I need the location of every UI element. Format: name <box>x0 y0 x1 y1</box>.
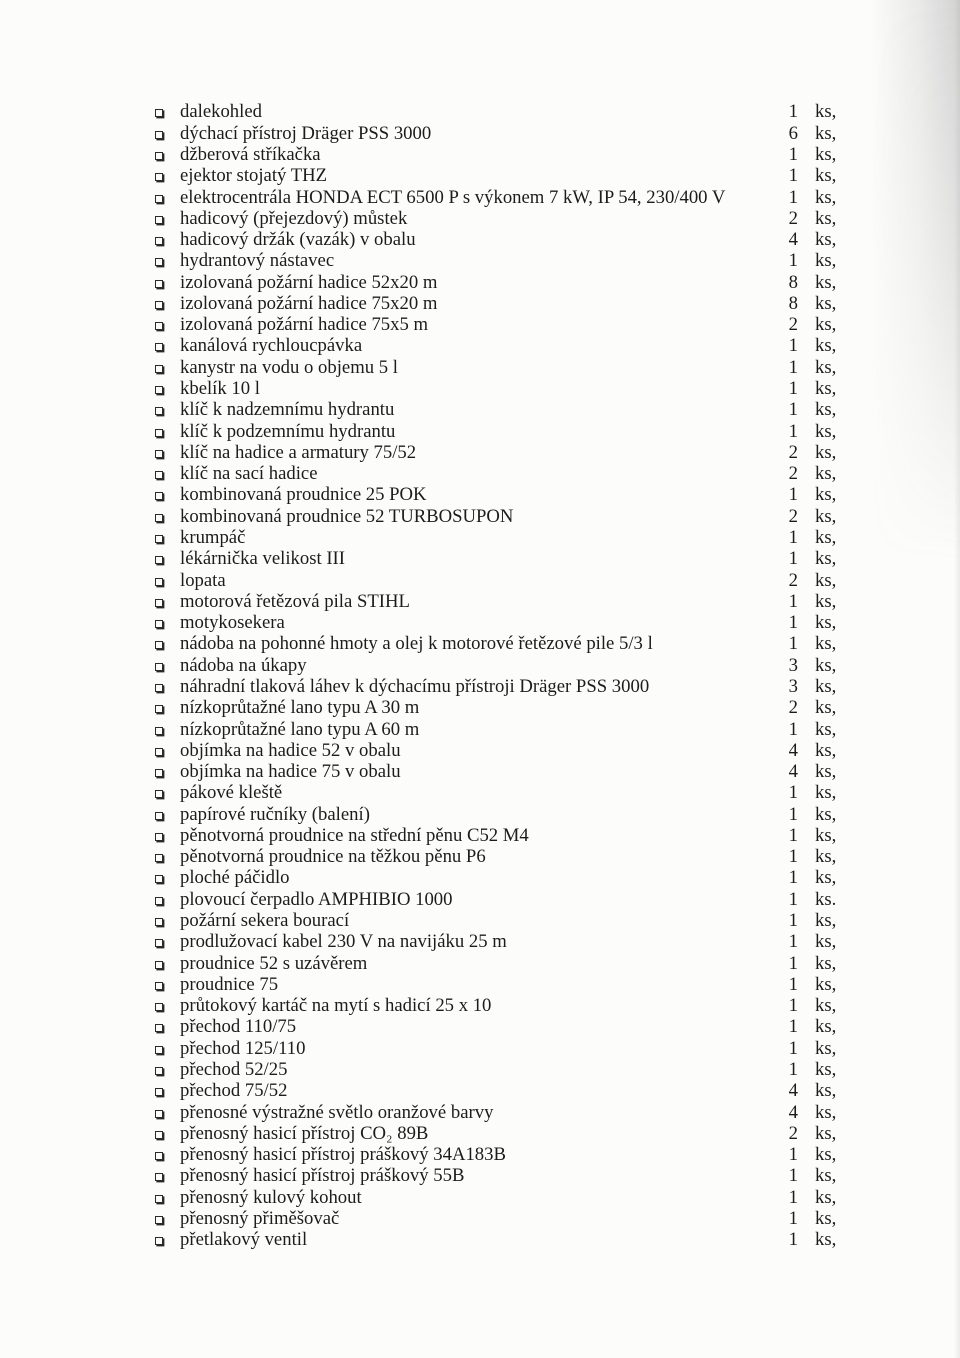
item-unit: ks, <box>815 356 837 378</box>
item-quantity: 2 <box>788 463 798 485</box>
item-name: izolovaná požární hadice 75x5 m <box>180 314 429 336</box>
item-name: přenosný hasicí přístroj CO₂ 89B <box>180 1122 429 1144</box>
list-item <box>0 208 960 229</box>
item-name: přechod 125/110 <box>180 1037 306 1059</box>
list-item <box>0 1080 960 1101</box>
list-item <box>0 995 960 1016</box>
item-unit: ks, <box>815 548 837 570</box>
item-name: klíč k nadzemnímu hydrantu <box>180 399 395 421</box>
item-name: náhradní tlaková láhev k dýchacímu přístroji Dräger PSS 3000 <box>180 675 650 697</box>
item-quantity: 3 <box>788 675 798 697</box>
list-item <box>0 761 960 782</box>
item-unit: ks, <box>815 1122 837 1144</box>
checkbox-bullet-icon <box>155 854 163 862</box>
item-name: přetlakový ventil <box>180 1229 308 1251</box>
item-name: nízkoprůtažné lano typu A 30 m <box>180 697 420 719</box>
list-item <box>0 378 960 399</box>
list-item <box>0 633 960 654</box>
checkbox-bullet-icon <box>155 663 163 671</box>
item-quantity: 1 <box>788 1058 798 1080</box>
item-unit: ks, <box>815 484 837 506</box>
item-unit: ks, <box>815 739 837 761</box>
item-quantity: 2 <box>788 207 798 229</box>
checkbox-bullet-icon <box>155 1067 163 1075</box>
item-quantity: 1 <box>788 101 798 123</box>
checkbox-bullet-icon <box>155 1237 163 1245</box>
checkbox-bullet-icon <box>155 982 163 990</box>
item-name: elektrocentrála HONDA ECT 6500 P s výkonem 7 kW, IP 54, 230/400 V <box>180 186 726 208</box>
item-unit: ks, <box>815 420 837 442</box>
list-item <box>0 165 960 186</box>
item-name: hydrantový nástavec <box>180 250 335 272</box>
list-item <box>0 697 960 718</box>
item-unit: ks, <box>815 250 837 272</box>
list-item <box>0 527 960 548</box>
item-unit: ks, <box>815 1080 837 1102</box>
item-unit: ks, <box>815 271 837 293</box>
item-unit: ks, <box>815 846 837 868</box>
equipment-list <box>0 101 960 1261</box>
item-unit: ks, <box>815 207 837 229</box>
checkbox-bullet-icon <box>155 556 163 564</box>
item-name: přechod 75/52 <box>180 1080 288 1102</box>
item-name: pěnotvorná proudnice na střední pěnu C52 M4 <box>180 824 529 846</box>
item-name: průtokový kartáč na mytí s hadicí 25 x 10 <box>180 995 492 1017</box>
checkbox-bullet-icon <box>155 705 163 713</box>
item-unit: ks, <box>815 995 837 1017</box>
item-name: kbelík 10 l <box>180 378 260 400</box>
list-item <box>0 442 960 463</box>
item-quantity: 1 <box>788 1186 798 1208</box>
list-item <box>0 867 960 888</box>
item-unit: ks, <box>815 867 837 889</box>
checkbox-bullet-icon <box>155 918 163 926</box>
item-unit: ks, <box>815 1037 837 1059</box>
item-unit: ks, <box>815 1165 837 1187</box>
item-quantity: 2 <box>788 1122 798 1144</box>
item-unit: ks, <box>815 505 837 527</box>
list-item <box>0 272 960 293</box>
list-item <box>0 974 960 995</box>
checkbox-bullet-icon <box>155 173 163 181</box>
item-name: přenosné výstražné světlo oranžové barvy <box>180 1101 494 1123</box>
list-item <box>0 335 960 356</box>
item-quantity: 1 <box>788 143 798 165</box>
list-item <box>0 293 960 314</box>
item-quantity: 1 <box>788 548 798 570</box>
checkbox-bullet-icon <box>155 152 163 160</box>
list-item <box>0 782 960 803</box>
list-item <box>0 953 960 974</box>
item-quantity: 2 <box>788 441 798 463</box>
checkbox-bullet-icon <box>155 578 163 586</box>
item-unit: ks, <box>815 122 837 144</box>
item-quantity: 1 <box>788 484 798 506</box>
item-quantity: 1 <box>788 590 798 612</box>
item-quantity: 4 <box>788 229 798 251</box>
checkbox-bullet-icon <box>155 301 163 309</box>
list-item <box>0 250 960 271</box>
list-item <box>0 1187 960 1208</box>
checkbox-bullet-icon <box>155 492 163 500</box>
item-quantity: 1 <box>788 846 798 868</box>
item-name: přenosný hasicí přístroj práškový 55B <box>180 1165 465 1187</box>
item-name: ejektor stojatý THZ <box>180 165 328 187</box>
item-name: nízkoprůtažné lano typu A 60 m <box>180 718 420 740</box>
checkbox-bullet-icon <box>155 1152 163 1160</box>
item-unit: ks, <box>815 675 837 697</box>
item-name: prodlužovací kabel 230 V na navijáku 25 m <box>180 931 507 953</box>
item-unit: ks, <box>815 782 837 804</box>
list-item <box>0 676 960 697</box>
item-unit: ks, <box>815 1101 837 1123</box>
item-quantity: 1 <box>788 186 798 208</box>
checkbox-bullet-icon <box>155 684 163 692</box>
item-quantity: 1 <box>788 1229 798 1251</box>
list-item <box>0 1165 960 1186</box>
list-item <box>0 804 960 825</box>
checkbox-bullet-icon <box>155 790 163 798</box>
list-item <box>0 357 960 378</box>
item-quantity: 8 <box>788 292 798 314</box>
item-name: izolovaná požární hadice 75x20 m <box>180 292 438 314</box>
item-quantity: 1 <box>788 952 798 974</box>
checkbox-bullet-icon <box>155 407 163 415</box>
item-name: pěnotvorná proudnice na těžkou pěnu P6 <box>180 846 486 868</box>
list-item <box>0 101 960 122</box>
item-unit: ks, <box>815 718 837 740</box>
item-name: přechod 110/75 <box>180 1016 297 1038</box>
item-unit: ks, <box>815 633 837 655</box>
item-quantity: 1 <box>788 1144 798 1166</box>
item-name: plovoucí čerpadlo AMPHIBIO 1000 <box>180 888 453 910</box>
list-item <box>0 484 960 505</box>
item-unit: ks, <box>815 1186 837 1208</box>
item-unit: ks, <box>815 590 837 612</box>
item-name: klíč na sací hadice <box>180 463 318 485</box>
item-unit: ks, <box>815 526 837 548</box>
list-item <box>0 1123 960 1144</box>
item-name: motorová řetězová pila STIHL <box>180 590 410 612</box>
checkbox-bullet-icon <box>155 727 163 735</box>
list-item <box>0 314 960 335</box>
checkbox-bullet-icon <box>155 1003 163 1011</box>
item-unit: ks, <box>815 952 837 974</box>
item-name: izolovaná požární hadice 52x20 m <box>180 271 438 293</box>
item-unit: ks, <box>815 441 837 463</box>
item-quantity: 1 <box>788 612 798 634</box>
item-name: klíč na hadice a armatury 75/52 <box>180 441 417 463</box>
item-quantity: 1 <box>788 1207 798 1229</box>
checkbox-bullet-icon <box>155 258 163 266</box>
item-unit: ks, <box>815 186 837 208</box>
item-name: dýchací přístroj Dräger PSS 3000 <box>180 122 432 144</box>
list-item <box>0 463 960 484</box>
list-item <box>0 825 960 846</box>
checkbox-bullet-icon <box>155 514 163 522</box>
item-unit: ks, <box>815 1144 837 1166</box>
item-quantity: 2 <box>788 314 798 336</box>
item-quantity: 1 <box>788 867 798 889</box>
list-item <box>0 570 960 591</box>
item-name: přechod 52/25 <box>180 1058 288 1080</box>
list-item <box>0 1144 960 1165</box>
list-item <box>0 591 960 612</box>
checkbox-bullet-icon <box>155 1216 163 1224</box>
item-unit: ks, <box>815 973 837 995</box>
checkbox-bullet-icon <box>155 322 163 330</box>
item-unit: ks, <box>815 292 837 314</box>
item-quantity: 1 <box>788 782 798 804</box>
item-quantity: 1 <box>788 335 798 357</box>
list-item <box>0 421 960 442</box>
item-unit: ks, <box>815 1229 837 1251</box>
checkbox-bullet-icon <box>155 812 163 820</box>
item-name: nádoba na pohonné hmoty a olej k motorové řetězové pile 5/3 l <box>180 633 653 655</box>
item-name: kombinovaná proudnice 52 TURBOSUPON <box>180 505 514 527</box>
item-unit: ks, <box>815 931 837 953</box>
item-name: dalekohled <box>180 101 262 123</box>
checkbox-bullet-icon <box>155 1046 163 1054</box>
item-unit: ks, <box>815 463 837 485</box>
checkbox-bullet-icon <box>155 769 163 777</box>
list-item <box>0 1208 960 1229</box>
item-name: proudnice 75 <box>180 973 279 995</box>
item-unit: ks, <box>815 697 837 719</box>
list-item <box>0 187 960 208</box>
item-unit: ks, <box>815 612 837 634</box>
item-name: hadicový držák (vazák) v obalu <box>180 229 416 251</box>
checkbox-bullet-icon <box>155 1195 163 1203</box>
item-name: přenosný kulový kohout <box>180 1186 362 1208</box>
item-unit: ks, <box>815 761 837 783</box>
item-unit: ks, <box>815 824 837 846</box>
item-name: lékárnička velikost III <box>180 548 346 570</box>
item-unit: ks, <box>815 314 837 336</box>
item-quantity: 4 <box>788 761 798 783</box>
item-unit: ks, <box>815 803 837 825</box>
item-name: pákové kleště <box>180 782 283 804</box>
item-unit: ks, <box>815 165 837 187</box>
item-quantity: 1 <box>788 824 798 846</box>
list-item <box>0 229 960 250</box>
checkbox-bullet-icon <box>155 450 163 458</box>
checkbox-bullet-icon <box>155 1173 163 1181</box>
checkbox-bullet-icon <box>155 1110 163 1118</box>
item-name: krumpáč <box>180 526 246 548</box>
checkbox-bullet-icon <box>155 471 163 479</box>
item-quantity: 1 <box>788 718 798 740</box>
item-name: lopata <box>180 569 226 591</box>
checkbox-bullet-icon <box>155 620 163 628</box>
item-unit: ks, <box>815 1058 837 1080</box>
list-item <box>0 123 960 144</box>
checkbox-bullet-icon <box>155 641 163 649</box>
item-name: kombinovaná proudnice 25 POK <box>180 484 427 506</box>
list-item <box>0 910 960 931</box>
item-quantity: 2 <box>788 505 798 527</box>
item-quantity: 1 <box>788 973 798 995</box>
item-quantity: 1 <box>788 250 798 272</box>
checkbox-bullet-icon <box>155 1131 163 1139</box>
checkbox-bullet-icon <box>155 961 163 969</box>
item-quantity: 3 <box>788 654 798 676</box>
checkbox-bullet-icon <box>155 109 163 117</box>
checkbox-bullet-icon <box>155 897 163 905</box>
item-unit: ks, <box>815 143 837 165</box>
item-unit: ks, <box>815 229 837 251</box>
item-quantity: 1 <box>788 165 798 187</box>
checkbox-bullet-icon <box>155 195 163 203</box>
item-name: přenosný přiměšovač <box>180 1207 340 1229</box>
list-item <box>0 612 960 633</box>
item-quantity: 8 <box>788 271 798 293</box>
item-name: objímka na hadice 75 v obalu <box>180 761 401 783</box>
item-name: papírové ručníky (balení) <box>180 803 370 825</box>
item-quantity: 1 <box>788 910 798 932</box>
item-unit: ks, <box>815 569 837 591</box>
list-item <box>0 931 960 952</box>
item-quantity: 1 <box>788 931 798 953</box>
checkbox-bullet-icon <box>155 365 163 373</box>
checkbox-bullet-icon <box>155 216 163 224</box>
item-unit: ks, <box>815 335 837 357</box>
list-item <box>0 740 960 761</box>
checkbox-bullet-icon <box>155 237 163 245</box>
item-quantity: 1 <box>788 995 798 1017</box>
item-quantity: 1 <box>788 803 798 825</box>
item-unit: ks, <box>815 1016 837 1038</box>
item-unit: ks, <box>815 910 837 932</box>
list-item <box>0 1059 960 1080</box>
checkbox-bullet-icon <box>155 386 163 394</box>
item-quantity: 1 <box>788 420 798 442</box>
item-quantity: 4 <box>788 1101 798 1123</box>
item-quantity: 4 <box>788 1080 798 1102</box>
checkbox-bullet-icon <box>155 1088 163 1096</box>
item-name: požární sekera bourací <box>180 910 350 932</box>
item-quantity: 1 <box>788 1016 798 1038</box>
item-quantity: 1 <box>788 526 798 548</box>
item-quantity: 1 <box>788 888 798 910</box>
item-quantity: 1 <box>788 633 798 655</box>
item-unit: ks, <box>815 399 837 421</box>
list-item <box>0 548 960 569</box>
item-quantity: 2 <box>788 569 798 591</box>
item-quantity: 1 <box>788 378 798 400</box>
item-unit: ks, <box>815 101 837 123</box>
checkbox-bullet-icon <box>155 131 163 139</box>
list-item <box>0 144 960 165</box>
item-unit: ks. <box>815 888 837 910</box>
list-item <box>0 846 960 867</box>
item-name: hadicový (přejezdový) můstek <box>180 207 408 229</box>
list-item <box>0 1016 960 1037</box>
checkbox-bullet-icon <box>155 748 163 756</box>
list-item <box>0 1038 960 1059</box>
item-name: džberová stříkačka <box>180 143 321 165</box>
item-name: nádoba na úkapy <box>180 654 307 676</box>
item-quantity: 4 <box>788 739 798 761</box>
checkbox-bullet-icon <box>155 429 163 437</box>
item-quantity: 1 <box>788 1165 798 1187</box>
list-item <box>0 889 960 910</box>
item-quantity: 1 <box>788 399 798 421</box>
item-unit: ks, <box>815 654 837 676</box>
item-unit: ks, <box>815 378 837 400</box>
list-item <box>0 719 960 740</box>
list-item <box>0 1229 960 1250</box>
item-quantity: 1 <box>788 1037 798 1059</box>
item-unit: ks, <box>815 1207 837 1229</box>
list-item <box>0 655 960 676</box>
checkbox-bullet-icon <box>155 833 163 841</box>
checkbox-bullet-icon <box>155 939 163 947</box>
list-item <box>0 1102 960 1123</box>
item-name: objímka na hadice 52 v obalu <box>180 739 401 761</box>
list-item <box>0 506 960 527</box>
checkbox-bullet-icon <box>155 535 163 543</box>
item-quantity: 2 <box>788 697 798 719</box>
item-name: motykosekera <box>180 612 285 634</box>
checkbox-bullet-icon <box>155 280 163 288</box>
item-name: kanystr na vodu o objemu 5 l <box>180 356 398 378</box>
list-item <box>0 399 960 420</box>
item-quantity: 1 <box>788 356 798 378</box>
item-name: klíč k podzemnímu hydrantu <box>180 420 396 442</box>
checkbox-bullet-icon <box>155 875 163 883</box>
item-name: ploché páčidlo <box>180 867 290 889</box>
checkbox-bullet-icon <box>155 343 163 351</box>
item-quantity: 6 <box>788 122 798 144</box>
item-name: proudnice 52 s uzávěrem <box>180 952 368 974</box>
checkbox-bullet-icon <box>155 1024 163 1032</box>
checkbox-bullet-icon <box>155 599 163 607</box>
item-name: přenosný hasicí přístroj práškový 34A183B <box>180 1144 506 1166</box>
item-name: kanálová rychloucpávka <box>180 335 363 357</box>
